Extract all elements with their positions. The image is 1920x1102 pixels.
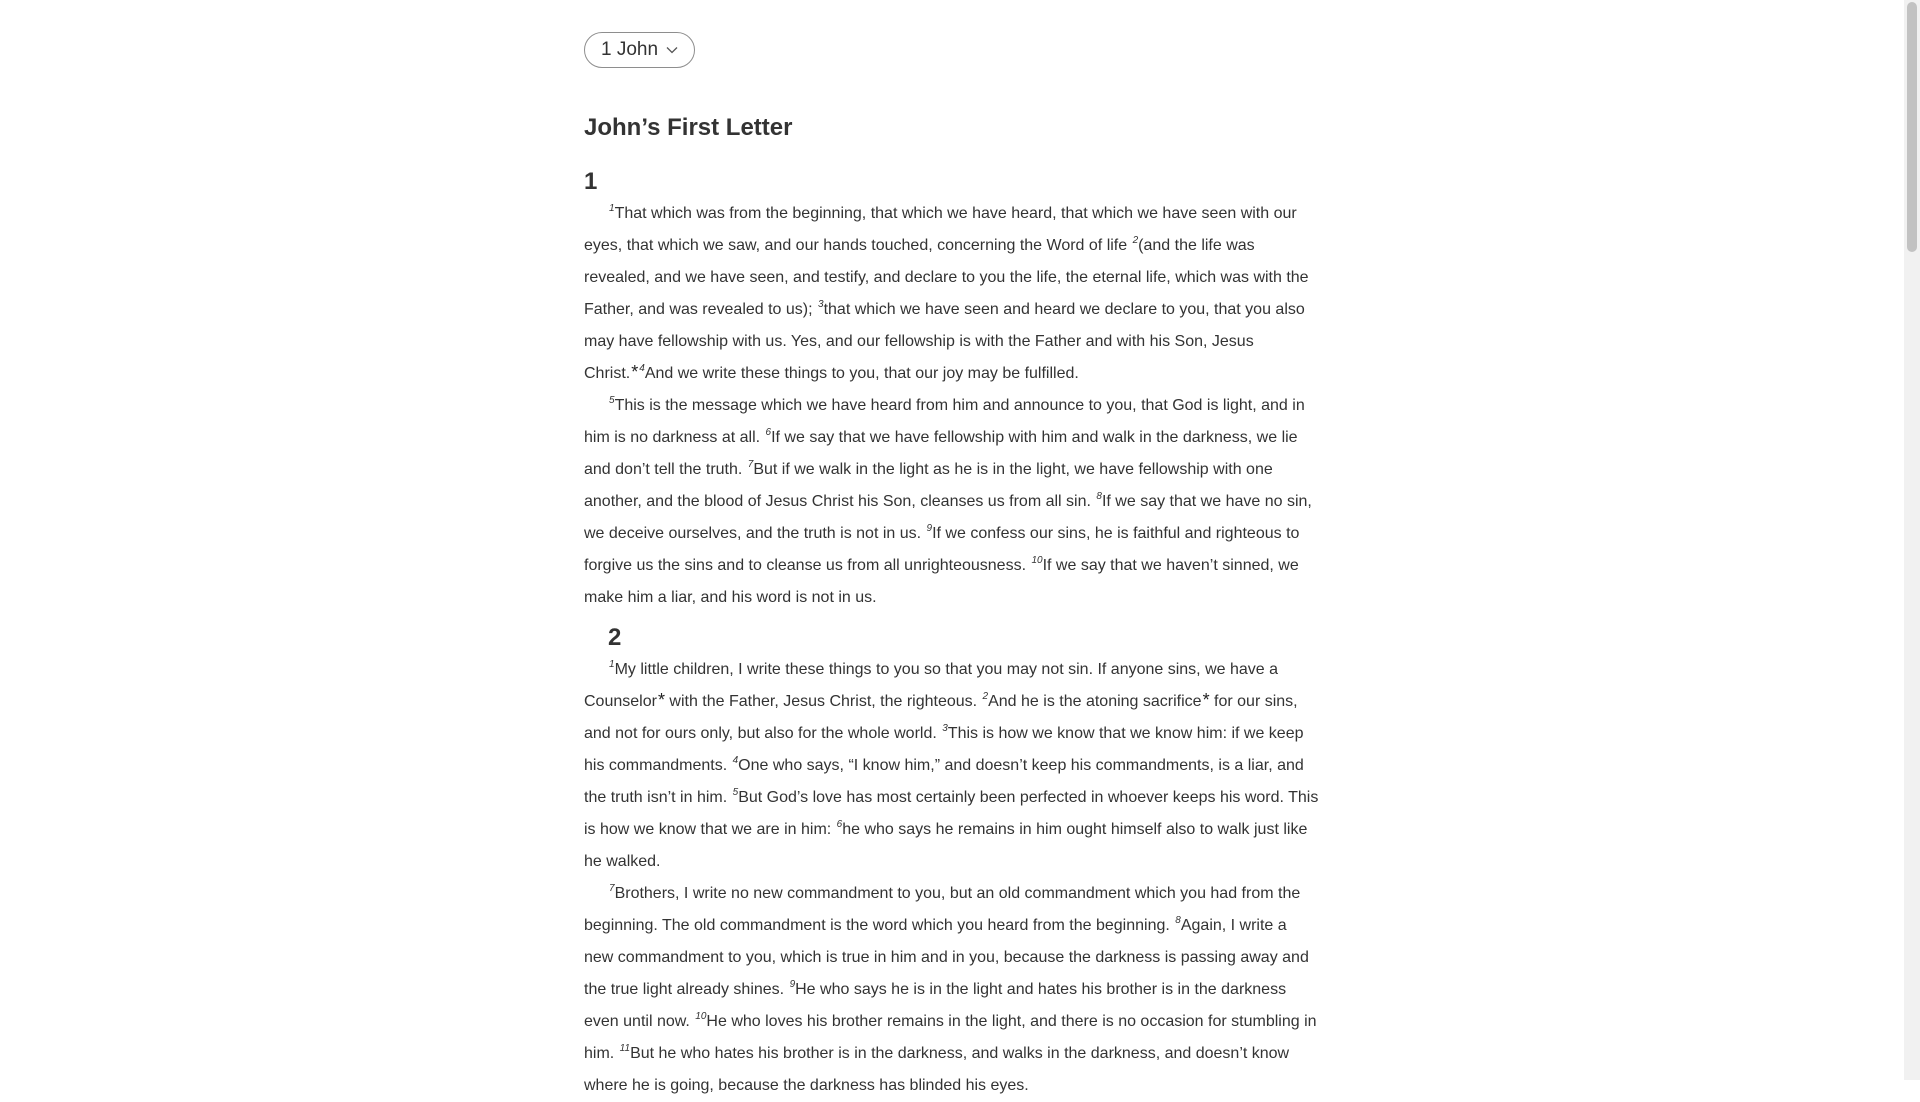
- verse-number: 6: [765, 427, 772, 438]
- verse-number: 11: [619, 1043, 631, 1054]
- verse-text: But God’s love has most certainly been perfected in whoever keeps his word. This is how we know that we are in him:: [584, 789, 1319, 838]
- verse-text: My little children, I write these things to you so that you may not sin. If anyone sins, we have a Counselor: [584, 661, 1279, 710]
- verse-text: He who says he is in the light and hates his brother is in the darkness even until now.: [584, 981, 1287, 1030]
- verse-paragraph: [584, 654, 1320, 878]
- verse-number: 4: [732, 755, 739, 766]
- book-selector-button[interactable]: [584, 32, 695, 68]
- verse-paragraph: [584, 390, 1320, 614]
- verse-number: 5: [732, 787, 739, 798]
- verse-number: 8: [1175, 915, 1181, 926]
- scrollbar-thumb[interactable]: [1907, 2, 1917, 252]
- verse-number: 1: [609, 203, 615, 214]
- verse-text: But he who hates his brother is in the darkness, and walks in the darkness, and doesn’t know where he is going, because the darkness has blinded his eyes.: [584, 1045, 1290, 1094]
- verse-text: with the Father, Jesus Christ, the righteous.: [664, 693, 982, 710]
- verse-paragraph: [584, 878, 1320, 1102]
- verse-text: But if we walk in the light as he is in the light, we have fellowship with one another, and the blood of Jesus Christ his Son, cleanses us from all sin.: [584, 461, 1273, 510]
- verse-text: he who says he remains in him ought himself also to walk just like he walked.: [584, 821, 1308, 870]
- chapter-number: 2: [608, 624, 622, 651]
- verse-number: 7: [609, 883, 615, 894]
- verse-number: 1: [609, 659, 615, 670]
- verse-number: 7: [747, 459, 754, 470]
- verse-number: 2: [1132, 235, 1139, 246]
- verse-text: If we say that we haven’t sinned, we make him a liar, and his word is not in us.: [584, 557, 1299, 606]
- verse-number: 10: [695, 1011, 707, 1022]
- verse-number: 5: [609, 395, 615, 406]
- verse-text: And he is the atoning sacrifice: [988, 693, 1202, 710]
- verse-text: And we write these things to you, that our joy may be fulfilled.: [644, 365, 1079, 382]
- page-title: John’s First Letter: [584, 114, 793, 141]
- verse-text: If we say that we have fellowship with him and walk in the darkness, we lie and don’t tell the truth.: [584, 429, 1298, 478]
- verse-number: 3: [818, 299, 824, 310]
- verse-number: 9: [789, 979, 796, 990]
- verse-text: One who says, “I know him,” and doesn’t keep his commandments, is a liar, and the truth isn’t in him.: [584, 757, 1304, 806]
- chevron-down-icon: [666, 46, 678, 54]
- verse-text: He who loves his brother remains in the light, and there is no occasion for stumbling in him.: [584, 1013, 1317, 1062]
- verse-text: If we confess our sins, he is faithful and righteous to forgive us the sins and to cleanse us from all unrighteousness.: [584, 525, 1300, 574]
- verse-text: This is how we know that we know him: if we keep his commandments.: [584, 725, 1304, 774]
- verse-text: Again, I write a new commandment to you, which is true in him and in you, because the darkness is passing away and the true light already shines.: [584, 917, 1309, 998]
- verse-text: that which we have seen and heard we declare to you, that you also may have fellowship with us. Yes, and our fellowship is with the Father and with his Son, Jesus Christ.: [584, 301, 1305, 382]
- verse-number: 3: [942, 723, 948, 734]
- verse-text: If we say that we have no sin, we deceive ourselves, and the truth is not in us.: [584, 493, 1312, 542]
- verse-number: 2: [982, 691, 989, 702]
- verse-paragraph: [584, 198, 1320, 390]
- verse-number: 4: [639, 363, 645, 374]
- verse-text: (and the life was revealed, and we have seen, and testify, and declare to you the life, the eternal life, which was with the Father, and was revealed to us);: [584, 237, 1309, 318]
- verse-text: for our sins, and not for ours only, but also for the whole world.: [584, 693, 1298, 742]
- verse-text: Brothers, I write no new commandment to you, but an old commandment which you had from the beginning. The old commandment is the word which you heard from the beginning.: [584, 885, 1301, 934]
- footnote-marker[interactable]: *: [1202, 690, 1210, 710]
- verse-text: That which was from the beginning, that which we have heard, that which we have seen with our eyes, that which we saw, and our hands touched, concerning the Word of life: [584, 205, 1297, 254]
- book-selector-label: 1 John: [601, 39, 659, 60]
- verse-number: 10: [1031, 555, 1043, 566]
- verse-number: 9: [926, 523, 933, 534]
- chapters-container: [584, 166, 1320, 1102]
- footnote-marker[interactable]: *: [631, 362, 639, 382]
- chapter-number: 1: [584, 168, 598, 195]
- reader-content: [584, 32, 1320, 1102]
- footnote-marker[interactable]: *: [657, 690, 665, 710]
- verse-text: This is the message which we have heard from him and announce to you, that God is light, and in him is no darkness at all.: [584, 397, 1305, 446]
- scrollbar[interactable]: [1904, 0, 1920, 1080]
- verse-number: 8: [1096, 491, 1102, 502]
- verse-number: 6: [836, 819, 843, 830]
